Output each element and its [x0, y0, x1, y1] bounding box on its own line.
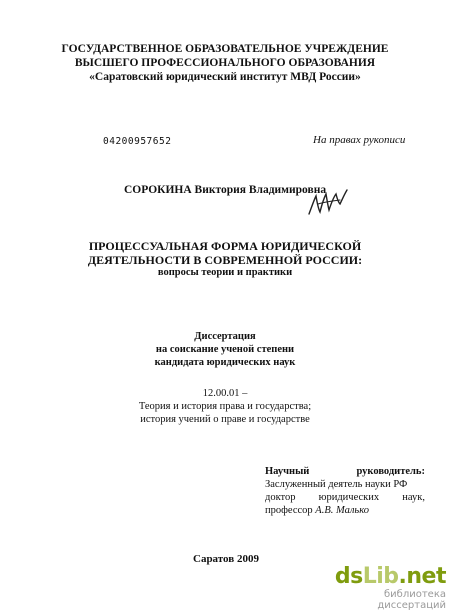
rights-note: На правах рукописи	[313, 134, 406, 146]
degree-line-2: на соискание ученой степени	[155, 344, 295, 355]
document-code: 04200957652	[103, 136, 172, 147]
watermark-logo-net: .net	[398, 564, 446, 589]
watermark-logo-ds: ds	[334, 564, 363, 589]
specialty-code: 12.00.01 –	[202, 388, 248, 399]
specialty-line-1: Теория и история права и государства;	[138, 401, 312, 412]
supervisor-line-2-word-3: наук,	[402, 492, 425, 503]
title-subtitle: вопросы теории и практики	[157, 267, 293, 278]
supervisor-line-3	[265, 504, 425, 517]
author-signature	[306, 186, 350, 220]
watermark	[318, 564, 446, 611]
degree-block	[0, 330, 450, 369]
watermark-subtitle: библиотека диссертаций	[377, 589, 446, 611]
author-name: СОРОКИНА Виктория Владимировна	[124, 184, 327, 196]
watermark-logo-lib: Lib	[362, 564, 399, 589]
institution-line-3: «Саратовский юридический институт МВД России»	[89, 71, 361, 83]
city-year: Саратов 2009	[193, 553, 259, 565]
supervisor-heading-word-1: Научный	[265, 466, 310, 477]
supervisor-block	[265, 465, 425, 517]
degree-line-3: кандидата юридических наук	[154, 357, 296, 368]
supervisor-line-2-word-1: доктор	[265, 492, 296, 503]
institution-line-1: ГОСУДАРСТВЕННОЕ ОБРАЗОВАТЕЛЬНОЕ УЧРЕЖДЕНИЕ	[61, 43, 389, 55]
supervisor-heading	[265, 465, 425, 478]
degree-line-1: Диссертация	[194, 331, 256, 342]
supervisor-line-1: Заслуженный деятель науки РФ	[265, 479, 408, 490]
specialty-block	[0, 387, 450, 426]
specialty-line-2: история учений о праве и государстве	[140, 414, 310, 425]
title-line-2: ДЕЯТЕЛЬНОСТИ В СОВРЕМЕННОЙ РОССИИ:	[87, 253, 363, 267]
supervisor-line-2	[265, 491, 425, 504]
supervisor-name: А.В. Малько	[315, 505, 369, 516]
watermark-logo	[318, 564, 446, 589]
dissertation-title	[0, 239, 450, 278]
supervisor-line-2-word-2: юридических	[318, 492, 380, 503]
title-line-1: ПРОЦЕССУАЛЬНАЯ ФОРМА ЮРИДИЧЕСКОЙ	[88, 239, 362, 253]
institution-line-2: ВЫСШЕГО ПРОФЕССИОНАЛЬНОГО ОБРАЗОВАНИЯ	[74, 57, 376, 69]
supervisor-heading-word-2: руководитель:	[356, 466, 425, 477]
institution-header	[0, 42, 450, 84]
supervisor-title: профессор	[265, 505, 313, 516]
